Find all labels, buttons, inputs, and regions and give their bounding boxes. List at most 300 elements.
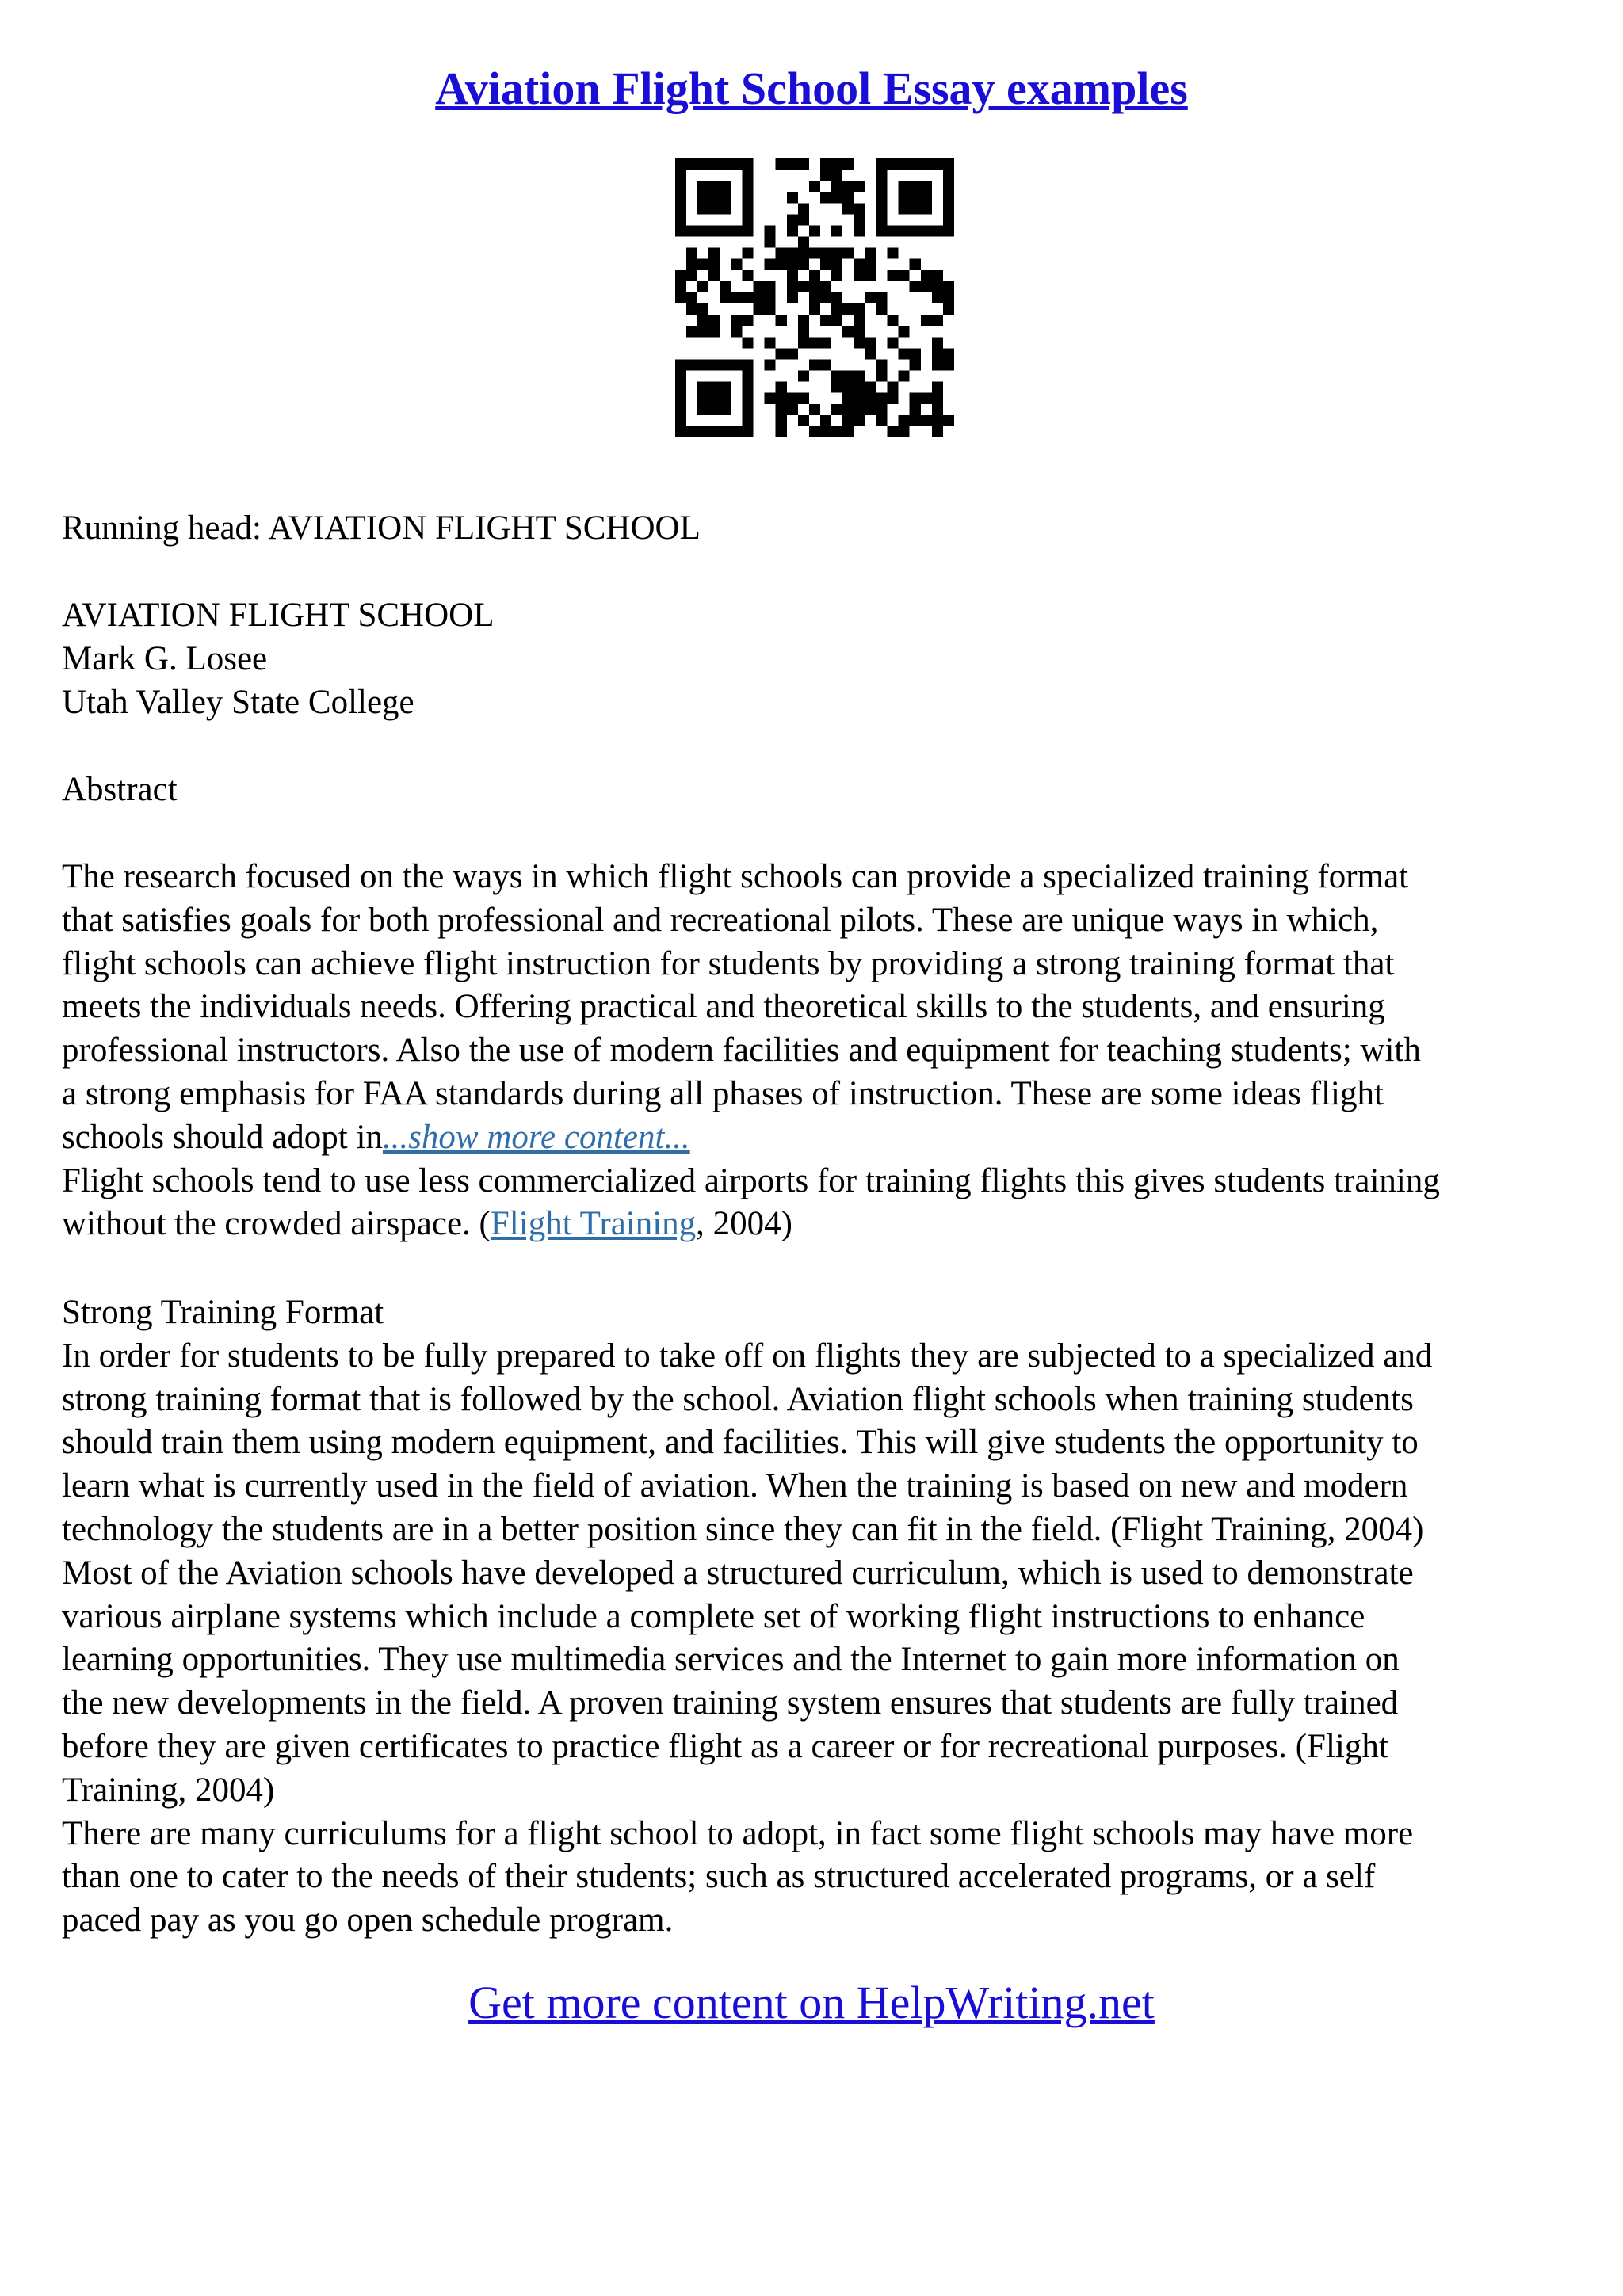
qr-module [854,371,865,382]
qr-module [943,181,954,192]
abstract-line: professional instructors. Also the use of modern facilities and equipment for teaching students; with [62,1032,1421,1070]
qr-module [831,270,842,281]
qr-module [798,315,809,326]
qr-module [854,270,865,281]
heading-institution: Utah Valley State College [62,683,414,721]
qr-module [798,415,809,426]
qr-module [798,281,809,292]
qr-module [776,259,787,270]
qr-module [675,192,686,203]
qr-module [675,158,686,170]
qr-module [842,192,854,203]
qr-module [943,203,954,214]
qr-module [765,237,776,248]
qr-module [742,158,753,170]
section-line: There are many curriculums for a flight school to adopt, in fact some flight schools may have more [62,1814,1414,1852]
qr-module [854,214,865,225]
qr-module [910,203,921,214]
qr-module [842,158,854,170]
section-line: the new developments in the field. A proven training system ensures that students are fully trained [62,1684,1399,1722]
qr-module [876,158,887,170]
qr-module [776,315,787,326]
qr-module [899,371,910,382]
section-line: than one to cater to the needs of their students; such as structured accelerated programs, or a self [62,1858,1376,1896]
qr-module [932,359,943,370]
qr-module [776,348,787,359]
qr-module [708,225,720,236]
qr-module [910,259,921,270]
qr-module [720,393,731,404]
qr-module [831,315,842,326]
qr-module [697,382,708,393]
qr-module [943,303,954,315]
qr-module [831,404,842,415]
qr-module [697,326,708,337]
qr-module [798,393,809,404]
qr-module [787,158,798,170]
qr-module [831,225,842,236]
qr-module [932,281,943,292]
qr-module [842,426,854,437]
qr-module [798,248,809,259]
qr-module [854,315,865,326]
qr-module [742,214,753,225]
qr-module [731,359,742,370]
qr-module [921,192,932,203]
qr-module [742,337,753,348]
qr-module [675,404,686,415]
qr-module [865,270,876,281]
qr-module [876,192,887,203]
qr-module [876,359,887,370]
qr-module [921,281,932,292]
qr-module [765,303,776,315]
qr-module [876,203,887,214]
qr-module [708,426,720,437]
qr-module [876,214,887,225]
abstract-line: that satisfies goals for both professional and recreational pilots. These are unique ways in which, [62,901,1379,939]
qr-module [910,181,921,192]
qr-module [943,225,954,236]
qr-module [831,170,842,181]
qr-module [820,359,831,370]
qr-module [675,214,686,225]
qr-module [910,393,921,404]
section-line: Most of the Aviation schools have developed a structured curriculum, which is used to demonstrate [62,1554,1414,1592]
qr-module [742,192,753,203]
abstract-line: a strong emphasis for FAA standards during all phases of instruction. These are some ideas flight [62,1074,1384,1112]
qr-module [820,248,831,259]
qr-code-icon [675,158,954,437]
qr-module [865,337,876,348]
qr-module [943,192,954,203]
qr-module [776,404,787,415]
qr-module [876,181,887,192]
qr-module [809,225,820,236]
qr-module [932,270,943,281]
qr-module [742,170,753,181]
qr-module [921,415,932,426]
qr-module [932,337,943,348]
qr-module [831,426,842,437]
qr-module [876,371,887,382]
qr-module [708,259,720,270]
qr-module [720,225,731,236]
qr-module [686,259,697,270]
qr-module [787,393,798,404]
qr-module [697,203,708,214]
qr-module [921,270,932,281]
qr-module [842,415,854,426]
qr-module [921,158,932,170]
qr-module [776,248,787,259]
qr-module [708,270,720,281]
qr-module [842,203,854,214]
show-more-link[interactable]: ...show more content... [382,1118,690,1156]
qr-module [820,315,831,326]
qr-module [720,382,731,393]
qr-module [932,158,943,170]
qr-module [854,181,865,192]
qr-module [809,181,820,192]
qr-module [899,326,910,337]
qr-module [675,292,686,303]
qr-module [675,393,686,404]
qr-module [708,248,720,259]
qr-module [842,382,854,393]
abstract-line: flight schools can achieve flight instruction for students by providing a strong training format that [62,944,1395,982]
qr-module [731,326,742,337]
qr-module [686,359,697,370]
qr-module [854,326,865,337]
qr-module [899,348,910,359]
qr-module [686,426,697,437]
qr-module [809,248,820,259]
qr-module [708,326,720,337]
title-link[interactable]: Aviation Flight School Essay examples [435,63,1188,114]
qr-module [708,382,720,393]
qr-module [809,404,820,415]
section-heading: Strong Training Format [62,1294,384,1331]
qr-module [943,214,954,225]
qr-module [798,214,809,225]
qr-module [742,270,753,281]
qr-module [697,404,708,415]
qr-module [899,181,910,192]
qr-module [943,292,954,303]
abstract-last-line [62,1116,1568,1160]
qr-module [731,315,742,326]
qr-module [742,415,753,426]
qr-module [798,203,809,214]
qr-module [765,225,776,236]
qr-module [787,404,798,415]
qr-module [842,248,854,259]
qr-module [820,426,831,437]
qr-module [787,281,798,292]
qr-module [754,303,765,315]
para2-prefix: without the crowded airspace. ( [62,1205,491,1243]
qr-module [675,426,686,437]
qr-module [831,158,842,170]
qr-module [831,382,842,393]
abstract-heading: Abstract [62,771,178,808]
qr-module [932,404,943,415]
running-head: Running head: AVIATION FLIGHT SCHOOL [62,509,701,547]
qr-module [932,393,943,404]
qr-module [854,225,865,236]
qr-module [865,404,876,415]
qr-module [809,359,820,370]
qr-module [842,404,854,415]
qr-module [787,270,798,281]
qr-module [943,415,954,426]
qr-module [876,170,887,181]
qr-module [742,292,753,303]
qr-module [675,225,686,236]
heading-author: Mark G. Losee [62,639,268,677]
qr-module [731,292,742,303]
qr-module [910,348,921,359]
qr-module [809,292,820,303]
qr-module [910,225,921,236]
qr-module [708,404,720,415]
qr-module [820,281,831,292]
qr-module [865,292,876,303]
qr-module [731,225,742,236]
qr-module [921,181,932,192]
qr-module [697,259,708,270]
qr-module [910,404,921,415]
qr-module [720,292,731,303]
qr-module [708,192,720,203]
qr-module [765,292,776,303]
qr-module [876,415,887,426]
section [62,1291,1568,1943]
heading-block [62,594,1568,724]
qr-module [742,359,753,370]
qr-module [910,415,921,426]
qr-module [899,225,910,236]
abstract-line: The research focused on the ways in which flight schools can provide a specialized training format [62,858,1409,895]
qr-module [831,181,842,192]
qr-module [697,281,708,292]
section-line: learning opportunities. They use multimedia services and the Internet to gain more information on [62,1641,1400,1679]
qr-module [842,371,854,382]
qr-module [876,292,887,303]
qr-module [697,359,708,370]
footer [0,1971,1623,2035]
qr-module [765,359,776,370]
qr-module [820,292,831,303]
footer-link[interactable]: Get more content on HelpWriting.net [468,1977,1155,2028]
qr-module [697,303,708,315]
qr-module [865,248,876,259]
qr-module [787,348,798,359]
qr-module [798,326,809,337]
qr-module [742,404,753,415]
qr-module [899,192,910,203]
qr-module [742,203,753,214]
qr-module [876,404,887,415]
flight-training-link[interactable]: Flight Training [490,1205,697,1243]
qr-module [787,225,798,236]
qr-module [708,158,720,170]
qr-module [742,315,753,326]
qr-module [742,181,753,192]
qr-module [888,158,899,170]
qr-module [675,281,686,292]
qr-module [899,426,910,437]
qr-module [731,259,742,270]
qr-module [720,181,731,192]
qr-module [686,292,697,303]
page-title [0,57,1623,120]
qr-module [798,237,809,248]
qr-module [888,393,899,404]
qr-module [686,326,697,337]
qr-module [876,225,887,236]
qr-module [686,225,697,236]
qr-module [888,225,899,236]
qr-module [842,326,854,337]
qr-module [675,181,686,192]
qr-module [809,281,820,292]
qr-module [809,337,820,348]
qr-module [854,382,865,393]
qr-module [943,348,954,359]
qr-module [820,259,831,270]
qr-module [765,337,776,348]
qr-module [787,214,798,225]
qr-module [842,393,854,404]
qr-module [888,270,899,281]
qr-module [798,158,809,170]
qr-module [720,203,731,214]
qr-module [831,303,842,315]
qr-module [899,415,910,426]
qr-module [865,393,876,404]
qr-module [809,303,820,315]
qr-module [798,259,809,270]
qr-module [708,181,720,192]
qr-module [932,225,943,236]
qr-module [876,303,887,315]
qr-module [932,292,943,303]
qr-module [820,192,831,203]
qr-module [820,158,831,170]
qr-module [686,248,697,259]
abstract-paragraph [62,856,1568,1246]
qr-module [765,393,776,404]
qr-module [776,158,787,170]
qr-module [899,158,910,170]
qr-module [697,393,708,404]
qr-module [754,281,765,292]
qr-module [854,393,865,404]
qr-module [865,382,876,393]
qr-module [831,292,842,303]
qr-module [731,158,742,170]
qr-module [697,181,708,192]
section-line: learn what is currently used in the field of aviation. When the training is based on new and modern [62,1467,1408,1505]
qr-module [754,292,765,303]
qr-module [820,337,831,348]
qr-module [831,259,842,270]
section-line: paced pay as you go open schedule program. [62,1901,674,1939]
section-line: should train them using modern equipment, and facilities. This will give students the opportunity to [62,1424,1419,1462]
qr-module [888,426,899,437]
qr-module [888,248,899,259]
qr-module [831,248,842,259]
qr-module [787,259,798,270]
qr-module [720,404,731,415]
qr-module [675,415,686,426]
qr-module [742,382,753,393]
qr-module [697,225,708,236]
qr-module [888,382,899,393]
qr-module [675,382,686,393]
qr-module [888,315,899,326]
qr-module [943,170,954,181]
para2-line [62,1203,1568,1246]
qr-module [720,158,731,170]
qr-module [932,382,943,393]
qr-module [708,315,720,326]
qr-module [921,203,932,214]
qr-module [943,158,954,170]
qr-module [798,371,809,382]
qr-module [932,315,943,326]
qr-module [809,426,820,437]
qr-module [820,170,831,181]
qr-module [742,371,753,382]
qr-module [742,426,753,437]
qr-module [854,259,865,270]
qr-module [720,359,731,370]
qr-module [854,337,865,348]
qr-module [921,225,932,236]
qr-module [820,415,831,426]
qr-module [765,259,776,270]
qr-module [765,281,776,292]
qr-module [742,225,753,236]
qr-module [888,337,899,348]
qr-module [697,158,708,170]
qr-module [720,192,731,203]
qr-module [720,426,731,437]
qr-module [921,315,932,326]
qr-module [787,292,798,303]
qr-module [675,359,686,370]
qr-module [798,337,809,348]
qr-module [776,426,787,437]
qr-module [876,393,887,404]
qr-module [675,371,686,382]
qr-module [910,158,921,170]
qr-module [720,281,731,292]
section-line: strong training format that is followed by the school. Aviation flight schools when training students [62,1380,1414,1418]
qr-module [943,359,954,370]
qr-module [921,393,932,404]
qr-module [854,303,865,315]
qr-module [910,359,921,370]
section-line: various airplane systems which include a complete set of working flight instructions to enhance [62,1597,1365,1635]
qr-module [842,303,854,315]
section-line: before they are given certificates to practice flight as a career or for recreational purposes. (Flight [62,1727,1388,1765]
section-line: In order for students to be fully prepared to take off on flights they are subjected to a specialized and [62,1337,1433,1375]
qr-module [865,259,876,270]
